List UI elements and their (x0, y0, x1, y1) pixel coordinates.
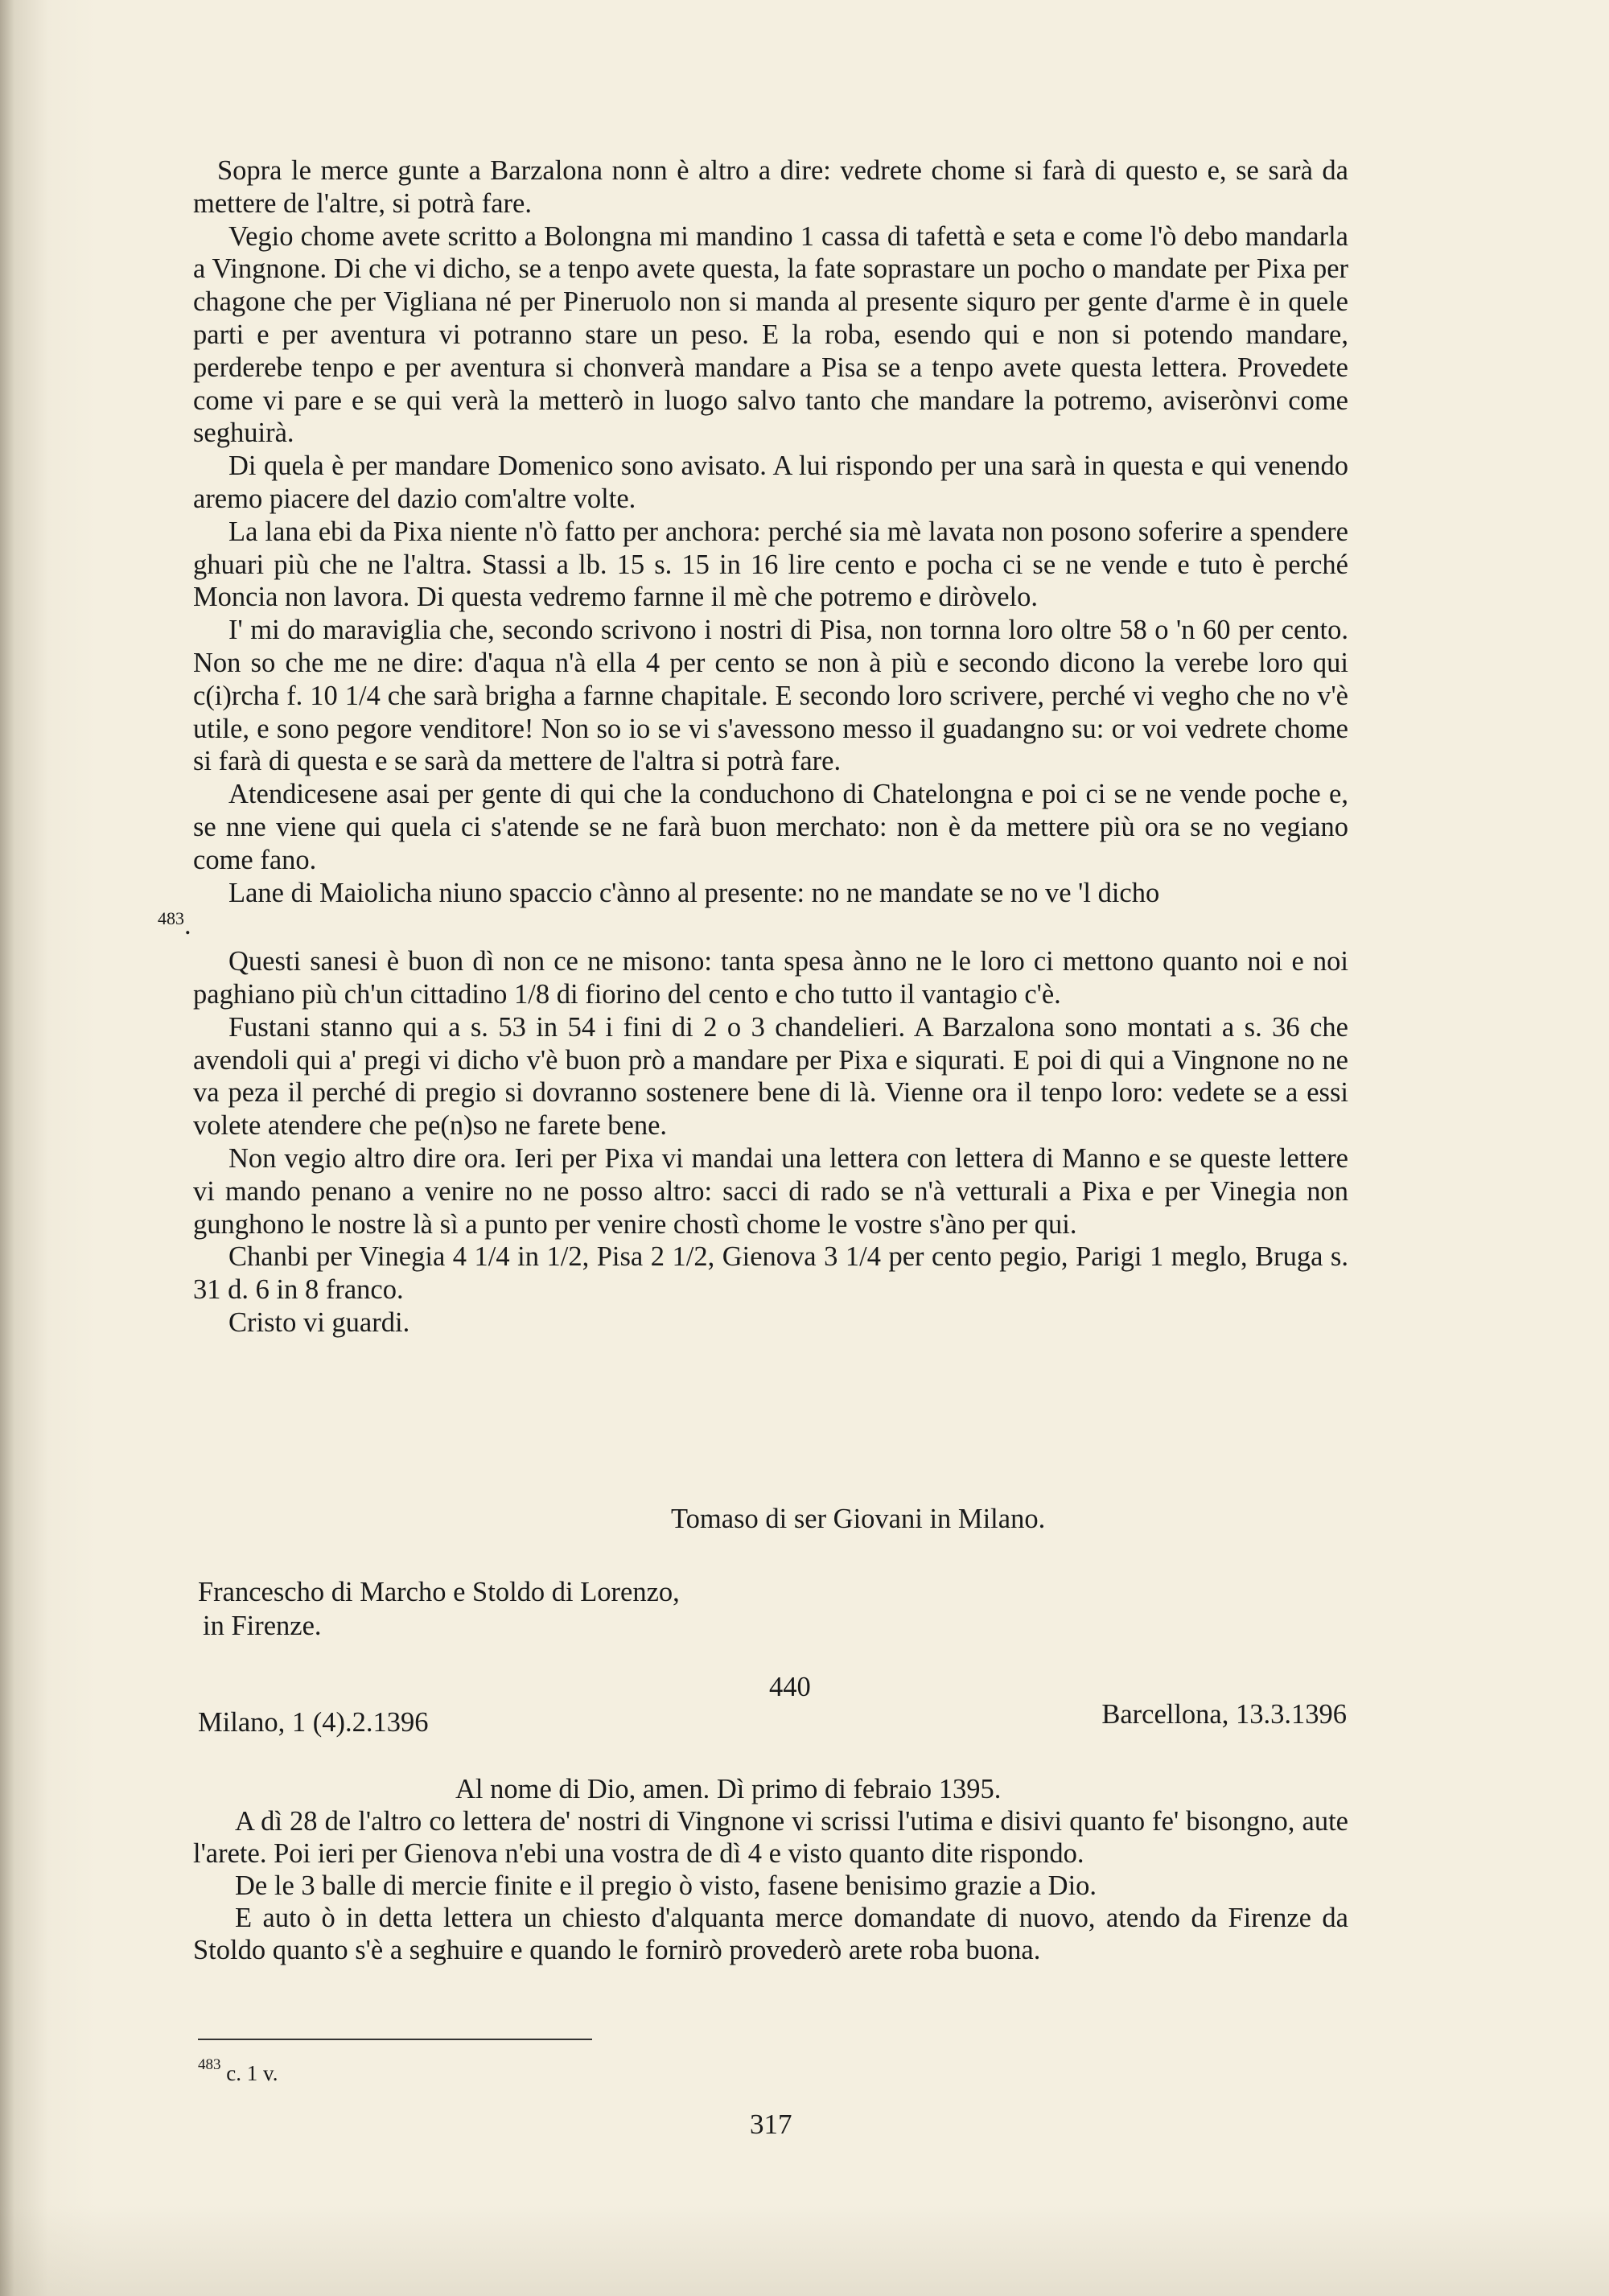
footnote-divider (198, 2039, 592, 2040)
paragraph-with-footnote (158, 877, 1348, 946)
footnote (198, 2056, 278, 2086)
page-number: 317 (750, 2109, 792, 2140)
paragraph: Questi sanesi è buon dì non ce ne misono: tanta spesa ànno ne le loro ci mettono quanto noi e noi paghiano più ch'un cittadino 1/8 di fiorino del cento e cho tutto il vantagio c'è. (193, 946, 1348, 1010)
paragraph: A dì 28 de l'altro co lettera de' nostri di Vingnone vi scrissi l'utima e disivi quanto fe' bisongno, aute l'arete. Poi ieri per Gienova n'ebi una vostra de dì 4 e visto quanto dite rispondo. (193, 1806, 1348, 1869)
paragraph: De le 3 balle di mercie finite e il pregio ò visto, fasene benisimo grazie a Dio. (235, 1870, 1097, 1901)
recipient-line: in Firenze. (203, 1611, 322, 1641)
paragraph: Sopra le merce gunte a Barzalona nonn è altro a dire: vedrete chome si farà di questo e, se sarà da mettere de l'altre, si potrà fare. (193, 155, 1348, 219)
recipient-line: Francescho di Marcho e Stoldo di Lorenzo, (198, 1577, 680, 1607)
paragraph: Atendicesene asai per gente di qui che la conduchono di Chatelongna e poi ci se ne vende poche e, se nne viene qui quela ci s'atende se ne farà buon merchato: non è da mettere più ora se no vegiano come fano. (193, 779, 1348, 875)
paragraph-text: Lane di Maiolicha niuno spaccio c'ànno al presente: no ne mandate se no ve 'l dicho (228, 877, 1160, 908)
footnote-reference-period: . (184, 910, 191, 941)
footnote-text: c. 1 v. (226, 2061, 278, 2085)
salutation: Al nome di Dio, amen. Dì primo di febraio 1395. (455, 1774, 1002, 1804)
paragraph: E auto ò in detta lettera un chiesto d'alquanta merce domandate di nuovo, atendo da Firenze da Stoldo quanto s'è a seghuire e quando le fornirò provederò arete roba buona. (193, 1903, 1348, 1965)
paragraph: Non vegio altro dire ora. Ieri per Pixa vi mandai una lettera con lettera di Manno e se queste lettere vi mando penano a venire no ne posso altro: sacci di rado se n'à vetturali a Pixa e per Vinegia non gunghono le nostre là sì a punto per venire chostì chome le vostre s'àno per qui. (193, 1142, 1348, 1240)
footnote-number: 483 (198, 2056, 221, 2073)
received-date: Barcellona, 13.3.1396 (1101, 1699, 1347, 1730)
paragraph: Chanbi per Vinegia 4 1/4 in 1/2, Pisa 2 1/2, Gienova 3 1/4 per cento pegio, Parigi 1 meglo, Bruga s. 31 d. 6 in 8 franco. (193, 1241, 1348, 1306)
paragraph: Vegio chome avete scritto a Bolongna mi mandino 1 cassa di tafettà e seta e come l'ò debo mandarla a Vingnone. Di che vi dicho, se a tenpo avete questa, la fate soprastare un pocho o mandate per Pixa per chagone che per Vigliana né per Pineruolo non si manda al presente siquro per gente d'arme è in quele parti e per aventura vi potranno stare un peso. E la roba, esendo qui e non si potendo mandare, perderebe tenpo e per aventura si chonverà mandare a Pisa se a tenpo avete questa lettera. Provedete come vi pare e se qui verà la metterò in luogo salvo tanto che mandare la potremo, aviserònvi come seghuirà. (193, 220, 1348, 449)
paragraph: Di quela è per mandare Domenico sono avisato. A lui rispondo per una sarà in questa e qui venendo aremo piacere del dazio com'altre volte. (193, 451, 1348, 514)
origin-date: Milano, 1 (4).2.1396 (198, 1707, 429, 1738)
footnote-reference: 483 (158, 908, 184, 929)
paragraph: I' mi do maraviglia che, secondo scrivono i nostri di Pisa, non tornna loro oltre 58 o 'n 60 per cento. Non so che me ne dire: d'aqua n'à ella 4 per cento se non à più e secondo dicono la verebe loro qui c(i)rcha f. 10 1/4 che sarà brigha a farnne chapitale. E secondo loro scrivere, perché vi vegho che no v'è utile, e sono pegore venditore! Non so io se vi s'avessono messo il guadangno su: or voi vedrete chome si farà di questa e se sarà da mettere de l'altra si potrà fare. (193, 615, 1348, 777)
paragraph: Fustani stanno qui a s. 53 in 54 i fini di 2 o 3 chandelieri. A Barzalona sono montati a s. 36 che avendoli qui a' pregi vi dicho v'è buon prò a mandare per Pixa e siqurati. E poi di qui a Vingnone no ne va peza il perché di pregio si dovranno sostenere bene di là. Vienne ora il tenpo loro: vedete se a essi volete atendere che pe(n)so ne farete bene. (193, 1011, 1348, 1142)
recipient-address (198, 1575, 680, 1643)
letter-440-body (193, 1773, 1348, 1966)
paragraph: La lana ebi da Pixa niente n'ò fatto per anchora: perché sia mè lavata non posono soferire a spendere ghuari più che ne l'altra. Stassi a lb. 15 s. 15 in 16 lire cento e pocha ci se ne vende e tuto è perché Moncia non lavora. Di questa vedremo farnne il mè che potremo e diròvelo. (193, 516, 1348, 613)
letter-number: 440 (769, 1672, 811, 1702)
signature: Tomaso di ser Giovani in Milano. (671, 1504, 1046, 1534)
closing: Cristo vi guardi. (228, 1306, 410, 1338)
letter-439-body (158, 154, 1348, 1339)
